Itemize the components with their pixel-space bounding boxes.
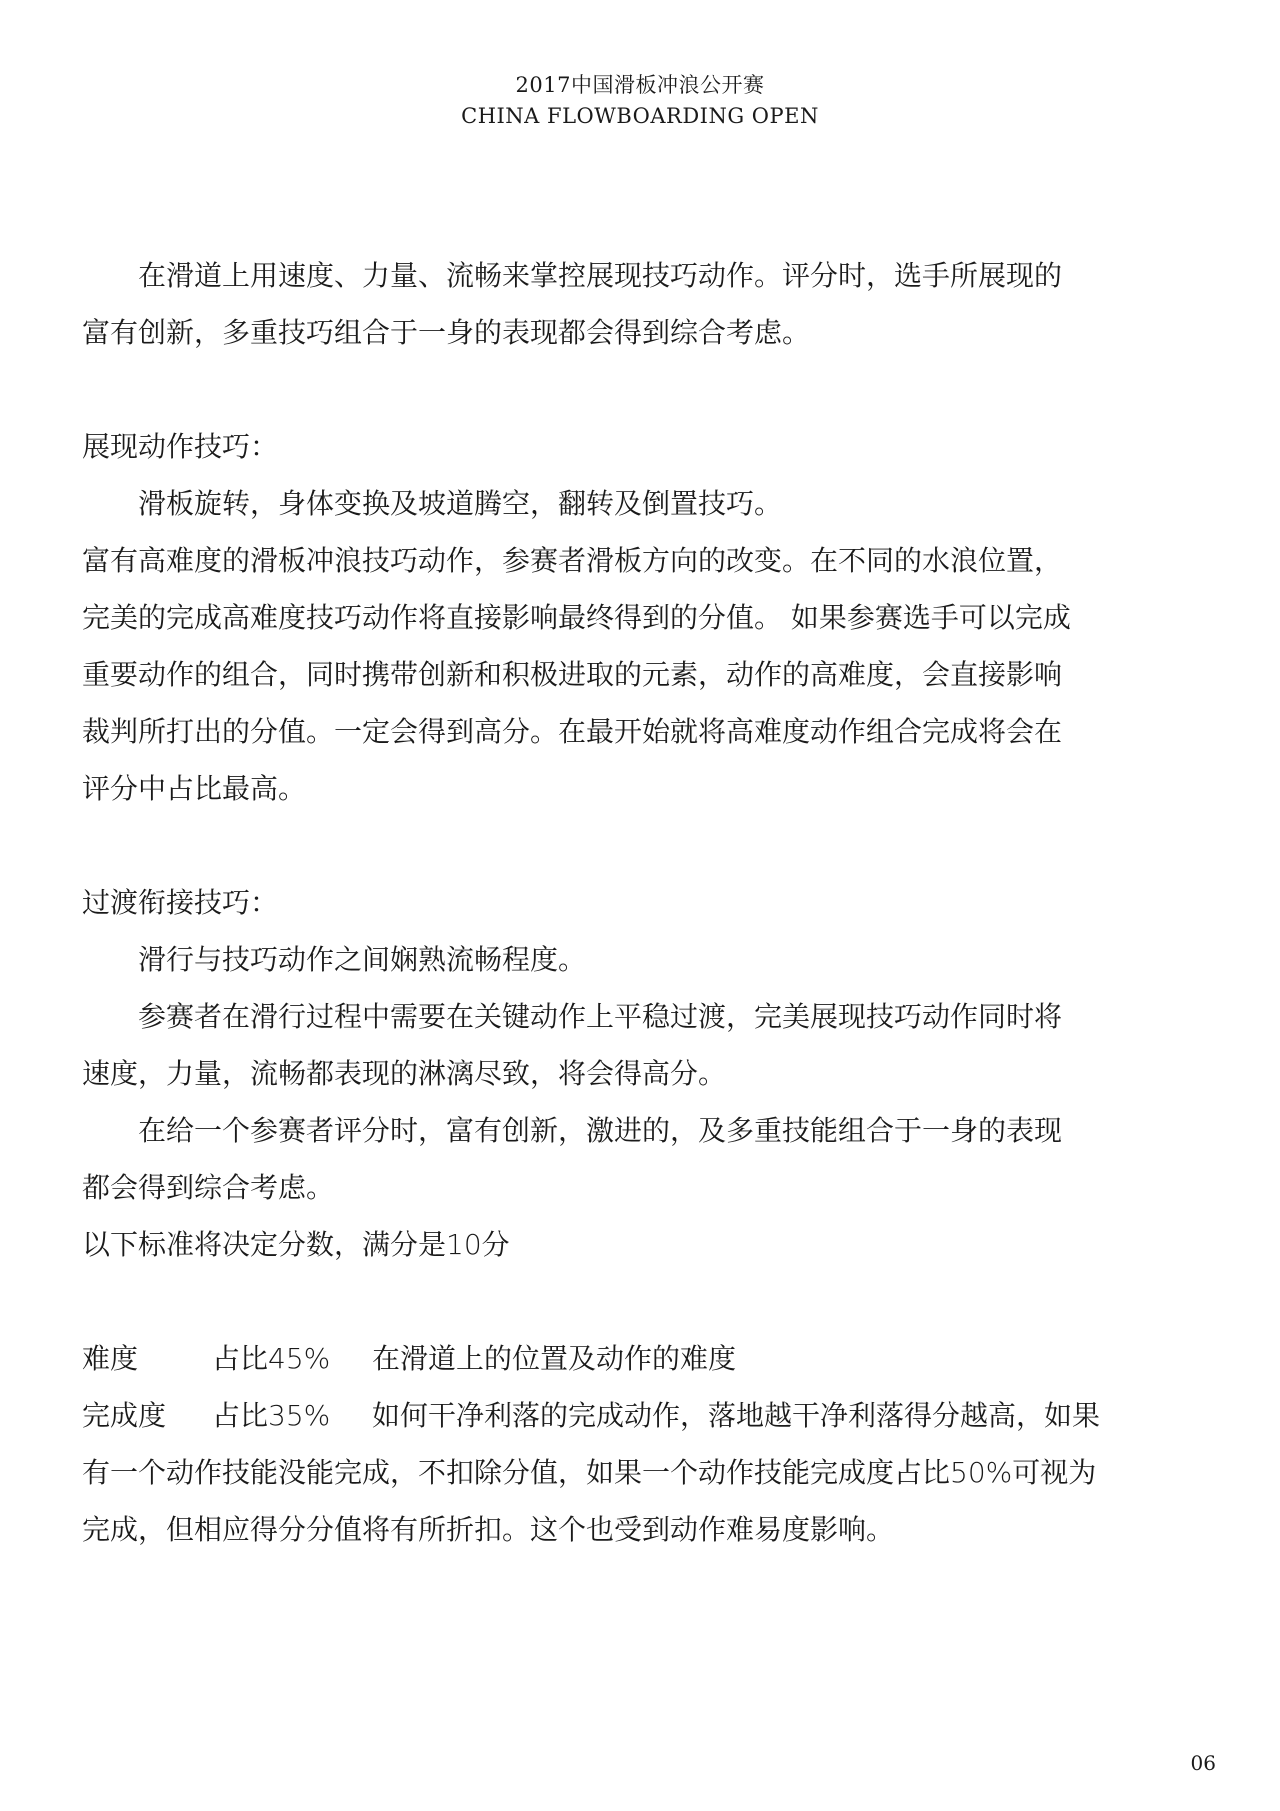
criteria-row-difficulty	[82, 1330, 1212, 1387]
section-heading-moves: 展现动作技巧：	[82, 430, 279, 463]
section-transition-p1-line2: 速度，力量，流畅都表现的淋漓尽致，将会得高分。	[82, 1057, 727, 1090]
section-moves-line: 评分中占比最高。	[82, 772, 307, 805]
criteria-continuation: 完成，但相应得分分值将有所折扣。这个也受到动作难易度影响。	[82, 1513, 895, 1546]
section-moves-line: 重要动作的组合，同时携带创新和积极进取的元素，动作的高难度，会直接影响	[82, 658, 1063, 691]
criteria-desc: 在滑道上的位置及动作的难度	[372, 1342, 737, 1375]
section-moves-line: 裁判所打出的分值。一定会得到高分。在最开始就将高难度动作组合完成将会在	[82, 715, 1063, 748]
section-transition-sub: 滑行与技巧动作之间娴熟流畅程度。	[138, 943, 587, 976]
criteria-name: 难度	[82, 1342, 139, 1375]
page-number: 06	[1190, 1751, 1216, 1775]
document-body	[82, 247, 1212, 1558]
section-heading-transition: 过渡衔接技巧：	[82, 886, 279, 919]
header-title-en: CHINA FLOWBOARDING OPEN	[461, 104, 819, 128]
intro-line-1: 在滑道上用速度、力量、流畅来掌控展现技巧动作。评分时，选手所展现的	[138, 259, 1063, 292]
section-transition-p1-line1: 参赛者在滑行过程中需要在关键动作上平稳过渡，完美展现技巧动作同时将	[138, 1000, 1063, 1033]
criteria-intro: 以下标准将决定分数，满分是10分	[82, 1228, 510, 1261]
header-title-cn: 2017中国滑板冲浪公开赛	[515, 73, 765, 97]
section-moves-sub: 滑板旋转，身体变换及坡道腾空，翻转及倒置技巧。	[138, 487, 783, 520]
criteria-name: 完成度	[82, 1399, 167, 1432]
page-header	[0, 70, 1280, 132]
criteria-row-execution	[82, 1387, 1212, 1444]
intro-line-2: 富有创新，多重技巧组合于一身的表现都会得到综合考虑。	[82, 316, 811, 349]
criteria-desc: 如何干净利落的完成动作，落地越干净利落得分越高，如果	[372, 1399, 1101, 1432]
criteria-continuation: 有一个动作技能没能完成，不扣除分值，如果一个动作技能完成度占比50%可视为	[82, 1456, 1097, 1489]
section-moves-line: 完美的完成高难度技巧动作将直接影响最终得到的分值。 如果参赛选手可以完成	[82, 601, 1071, 634]
criteria-weight: 占比45%	[212, 1342, 331, 1375]
section-transition-p2-line2: 都会得到综合考虑。	[82, 1171, 335, 1204]
section-moves-line: 富有高难度的滑板冲浪技巧动作，参赛者滑板方向的改变。在不同的水浪位置，	[82, 544, 1063, 577]
criteria-weight: 占比35%	[212, 1399, 331, 1432]
section-transition-p2-line1: 在给一个参赛者评分时，富有创新，激进的，及多重技能组合于一身的表现	[138, 1114, 1063, 1147]
